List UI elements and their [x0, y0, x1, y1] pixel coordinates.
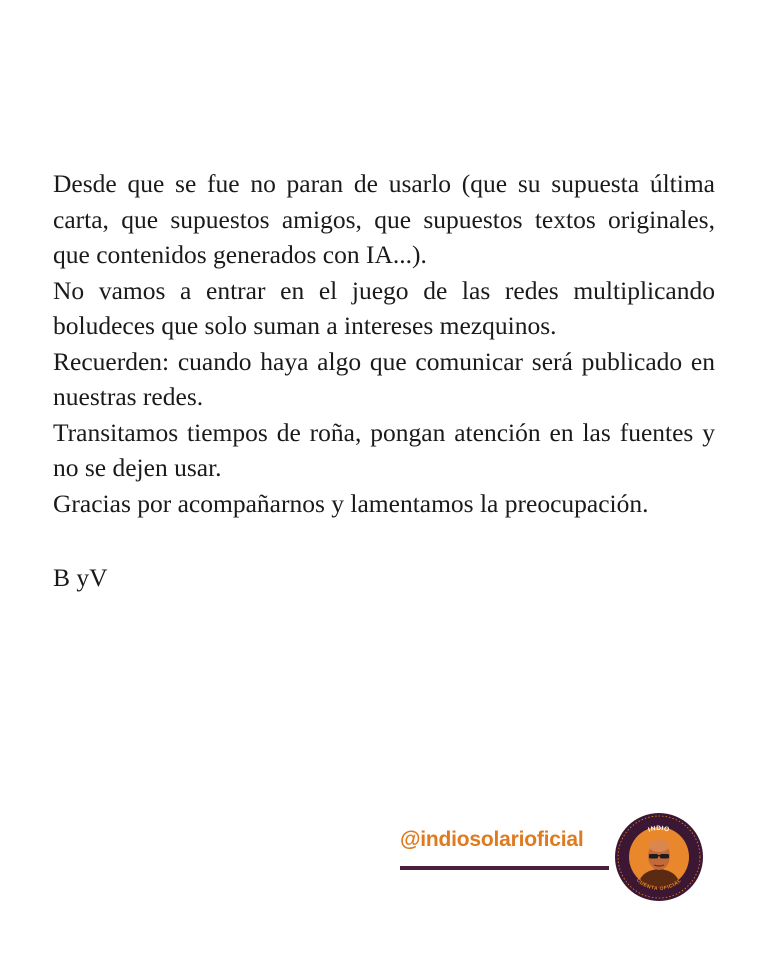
- statement-paragraph: Gracias por acompañarnos y lamentamos la preocupación.: [53, 488, 649, 518]
- social-handle: @indiosolarioficial: [400, 828, 584, 851]
- statement-paragraph: No vamos a entrar en el juego de las redes multiplicando boludeces que solo suman a intereses mezquinos.: [53, 275, 715, 340]
- statement-paragraph: Recuerden: cuando haya algo que comunicar será publicado en nuestras redes.: [53, 346, 715, 411]
- signature: B yV: [53, 563, 108, 592]
- badge-top-text: INDIO: [647, 824, 671, 834]
- statement-paragraph: Transitamos tiempos de roña, pongan atención en las fuentes y no se dejen usar.: [53, 417, 715, 482]
- badge-bottom-text: CUENTA OFICIAL: [635, 877, 683, 893]
- indio-portrait-badge-icon: [614, 812, 704, 902]
- statement-body: [53, 166, 715, 521]
- handle-underline: [400, 866, 609, 870]
- statement-paragraph: Desde que se fue no paran de usarlo (que su supuesta última carta, que supuestos amigos, que supuestos textos originales, que contenidos generados con IA...).: [53, 169, 715, 269]
